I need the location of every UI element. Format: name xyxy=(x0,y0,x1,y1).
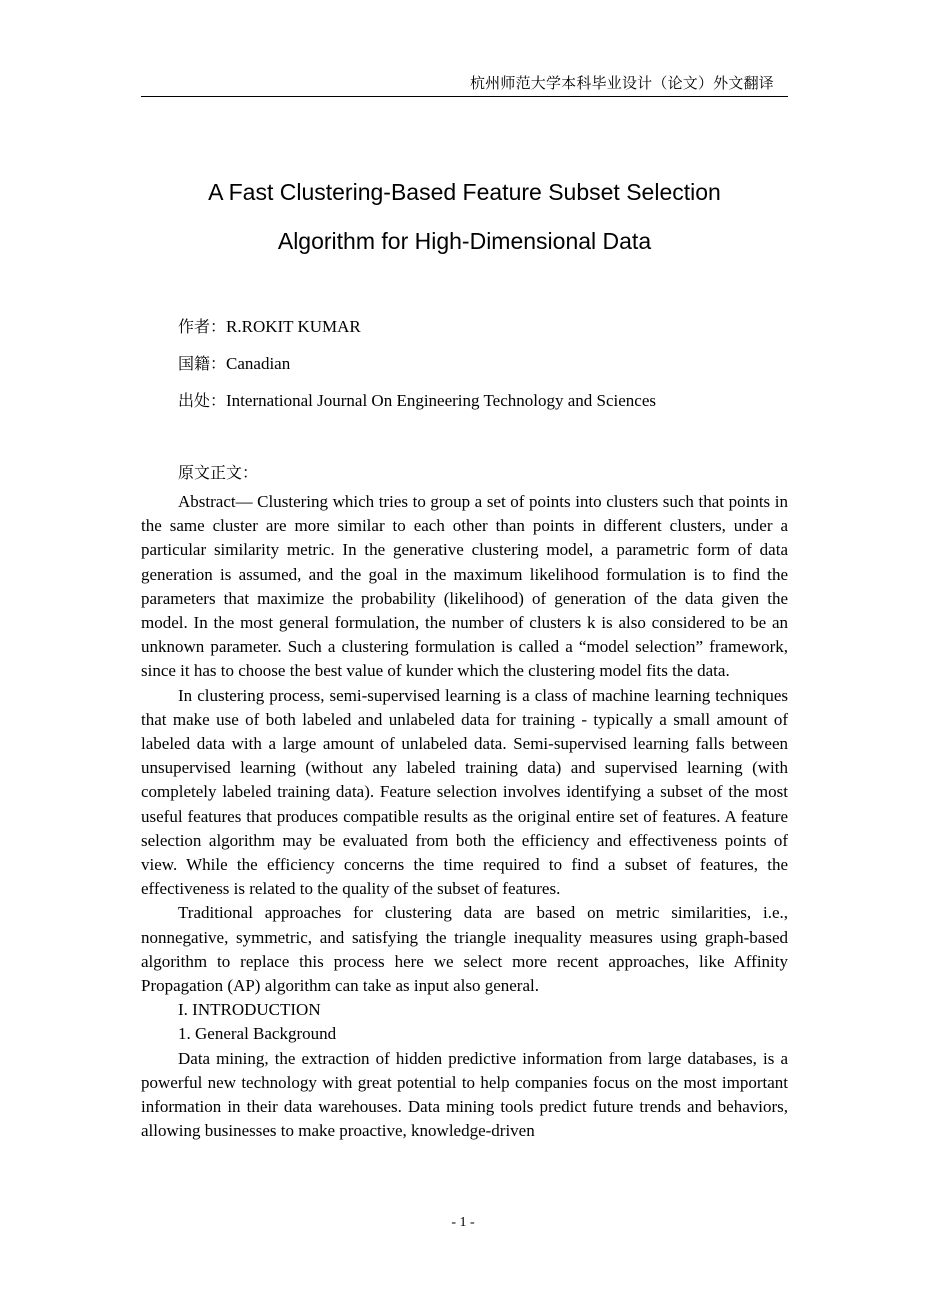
section-label: 原文正文： xyxy=(178,463,259,482)
source-label: 出处： xyxy=(178,391,227,410)
nationality-value: Canadian xyxy=(226,354,291,373)
body-paragraph: In clustering process, semi-supervised learning is a class of machine learning techniques that make use of both labeled and unlabeled data for training - typically a small amount of labeled data with a large amount of unlabeled data. Semi-supervised learning falls between unsupervised learning (without any labeled training data) and supervised learning (with completely labeled training data). Feature selection involves identifying a subset of the most useful features that produces compatible results as the original entire set of features. A feature selection algorithm may be evaluated from both the efficiency and effectiveness points of view. While the efficiency concerns the time required to find a subset of features, the effectiveness is related to the quality of the subset of features. xyxy=(141,685,788,899)
author-label: 作者： xyxy=(178,317,227,336)
nationality-label: 国籍： xyxy=(178,354,227,373)
author-value: R.ROKIT KUMAR xyxy=(226,317,361,336)
running-header: 杭州师范大学本科毕业设计（论文）外文翻译 xyxy=(469,74,774,92)
section-heading: I. INTRODUCTION xyxy=(178,1000,321,1020)
source-value: International Journal On Engineering Technology and Sciences xyxy=(226,391,656,410)
body-paragraph: Data mining, the extraction of hidden predictive information from large databases, is a powerful new technology with great potential to help companies focus on the most important information in their data warehouses. Data mining tools predict future trends and behaviors, allowing businesses to make proactive, knowledge-driven xyxy=(141,1048,788,1141)
header-rule xyxy=(141,96,788,97)
body-paragraph: Traditional approaches for clustering data are based on metric similarities, i.e., nonnegative, symmetric, and satisfying the triangle inequality measures using graph-based algorithm to replace this process here we select more recent approaches, like Affinity Propagation (AP) algorithm can take as input also general. xyxy=(141,903,788,996)
abstract-paragraph: Abstract— Clustering which tries to group a set of points into clusters such that points in the same cluster are more similar to each other than points in different clusters, under a particular similarity metric. In the generative clustering model, a parametric form of data generation is assumed, and the goal in the maximum likelihood formulation is to find the parameters that maximize the probability (likelihood) of generation of the data given the model. In the most general formulation, the number of clusters k is also considered to be an unknown parameter. Such a clustering formulation is called a “model selection” framework, since it has to choose the best value of kunder which the clustering model fits the data. xyxy=(141,492,788,681)
paper-title-line-2: Algorithm for High-Dimensional Data xyxy=(277,228,652,254)
paper-title-line-1: A Fast Clustering-Based Feature Subset Selection xyxy=(208,179,721,205)
author-line xyxy=(178,314,361,337)
paper-title xyxy=(141,168,788,266)
source-line xyxy=(178,388,656,411)
nationality-line xyxy=(178,351,290,374)
body-text xyxy=(141,490,788,1143)
subsection-heading: 1. General Background xyxy=(178,1024,337,1044)
page-number: - 1 - xyxy=(451,1215,475,1230)
